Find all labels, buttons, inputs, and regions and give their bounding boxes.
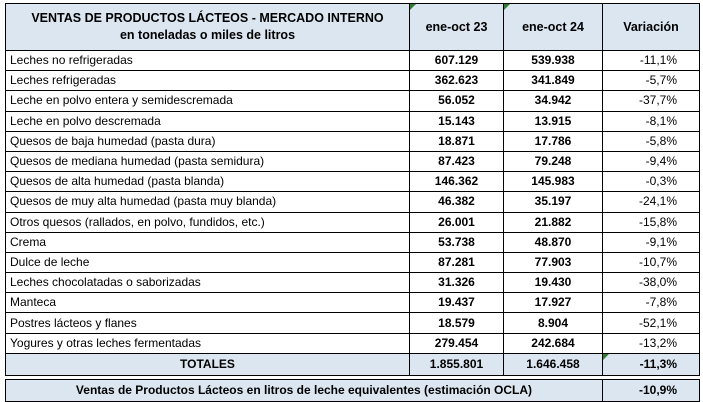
equivalent-variation: -10,9% — [603, 379, 700, 401]
totals-variation: -11,3% — [603, 353, 700, 375]
value-curr: 341.849 — [504, 71, 603, 91]
table-row — [6, 293, 700, 313]
table-row — [6, 313, 700, 333]
value-curr: 8.904 — [504, 313, 603, 333]
table-row — [6, 111, 700, 131]
value-prev: 53.738 — [410, 232, 504, 252]
table-row — [6, 131, 700, 151]
table-title: VENTAS DE PRODUCTOS LÁCTEOS - MERCADO INTERNO — [31, 11, 384, 25]
value-curr: 19.430 — [504, 273, 603, 293]
value-curr: 145.983 — [504, 172, 603, 192]
table-row — [6, 151, 700, 171]
totals-label: TOTALES — [6, 353, 410, 375]
variation: -15,8% — [603, 212, 700, 232]
variation: -7,8% — [603, 293, 700, 313]
variation: -5,7% — [603, 71, 700, 91]
product-name: Leche en polvo descremada — [6, 111, 410, 131]
value-prev: 31.326 — [410, 273, 504, 293]
table-row — [6, 333, 700, 353]
value-curr: 79.248 — [504, 151, 603, 171]
equivalent-row — [6, 379, 700, 401]
equivalent-label: Ventas de Productos Lácteos en litros de leche equivalentes (estimación OCLA) — [6, 379, 603, 401]
totals-prev: 1.855.801 — [410, 353, 504, 375]
column-header-prev: ene-oct 23 — [410, 4, 504, 51]
variation: -0,3% — [603, 172, 700, 192]
column-header-curr: ene-oct 24 — [504, 4, 603, 51]
value-prev: 46.382 — [410, 192, 504, 212]
table-body — [6, 51, 700, 354]
product-name: Quesos de muy alta humedad (pasta muy blanda) — [6, 192, 410, 212]
value-prev: 87.281 — [410, 252, 504, 272]
totals-curr: 1.646.458 — [504, 353, 603, 375]
variation: -5,8% — [603, 131, 700, 151]
column-header-variation: Variación — [603, 4, 700, 51]
product-name: Yogures y otras leches fermentadas — [6, 333, 410, 353]
product-name: Quesos de baja humedad (pasta dura) — [6, 131, 410, 151]
variation: -9,4% — [603, 151, 700, 171]
value-curr: 17.786 — [504, 131, 603, 151]
product-name: Quesos de mediana humedad (pasta semidura) — [6, 151, 410, 171]
variation: -9,1% — [603, 232, 700, 252]
value-prev: 362.623 — [410, 71, 504, 91]
table-row — [6, 172, 700, 192]
dairy-sales-table — [5, 3, 700, 402]
table-row — [6, 273, 700, 293]
value-curr: 35.197 — [504, 192, 603, 212]
value-curr: 539.938 — [504, 51, 603, 71]
value-prev: 18.871 — [410, 131, 504, 151]
table-row — [6, 252, 700, 272]
table-row — [6, 91, 700, 111]
product-name: Postres lácteos y flanes — [6, 313, 410, 333]
table-row — [6, 232, 700, 252]
product-name: Quesos de alta humedad (pasta blanda) — [6, 172, 410, 192]
product-name: Leche en polvo entera y semidescremada — [6, 91, 410, 111]
value-prev: 279.454 — [410, 333, 504, 353]
variation: -37,7% — [603, 91, 700, 111]
value-curr: 77.903 — [504, 252, 603, 272]
totals-row — [6, 353, 700, 375]
table-row — [6, 71, 700, 91]
variation: -24,1% — [603, 192, 700, 212]
variation: -10,7% — [603, 252, 700, 272]
value-prev: 146.362 — [410, 172, 504, 192]
table-subtitle: en toneladas o miles de litros — [119, 28, 296, 42]
table-row — [6, 192, 700, 212]
product-name: Otros quesos (rallados, en polvo, fundidos, etc.) — [6, 212, 410, 232]
value-prev: 56.052 — [410, 91, 504, 111]
product-name: Leches chocolatadas o saborizadas — [6, 273, 410, 293]
value-prev: 607.129 — [410, 51, 504, 71]
product-name: Dulce de leche — [6, 252, 410, 272]
value-prev: 15.143 — [410, 111, 504, 131]
value-curr: 242.684 — [504, 333, 603, 353]
value-prev: 26.001 — [410, 212, 504, 232]
value-prev: 87.423 — [410, 151, 504, 171]
value-prev: 18.579 — [410, 313, 504, 333]
table-title-cell — [6, 4, 410, 51]
comment-marker-icon — [603, 354, 609, 360]
value-curr: 48.870 — [504, 232, 603, 252]
value-curr: 13.915 — [504, 111, 603, 131]
variation: -8,1% — [603, 111, 700, 131]
product-name: Leches no refrigeradas — [6, 51, 410, 71]
value-prev: 19.437 — [410, 293, 504, 313]
product-name: Leches refrigeradas — [6, 71, 410, 91]
dairy-sales-table-container — [5, 3, 700, 402]
table-row — [6, 51, 700, 71]
comment-marker-icon — [410, 4, 416, 10]
value-curr: 21.882 — [504, 212, 603, 232]
variation: -52,1% — [603, 313, 700, 333]
product-name: Crema — [6, 232, 410, 252]
variation: -11,1% — [603, 51, 700, 71]
table-row — [6, 212, 700, 232]
header-row — [6, 4, 700, 51]
product-name: Manteca — [6, 293, 410, 313]
variation: -13,2% — [603, 333, 700, 353]
variation: -38,0% — [603, 273, 700, 293]
value-curr: 34.942 — [504, 91, 603, 111]
value-curr: 17.927 — [504, 293, 603, 313]
comment-marker-icon — [504, 4, 510, 10]
